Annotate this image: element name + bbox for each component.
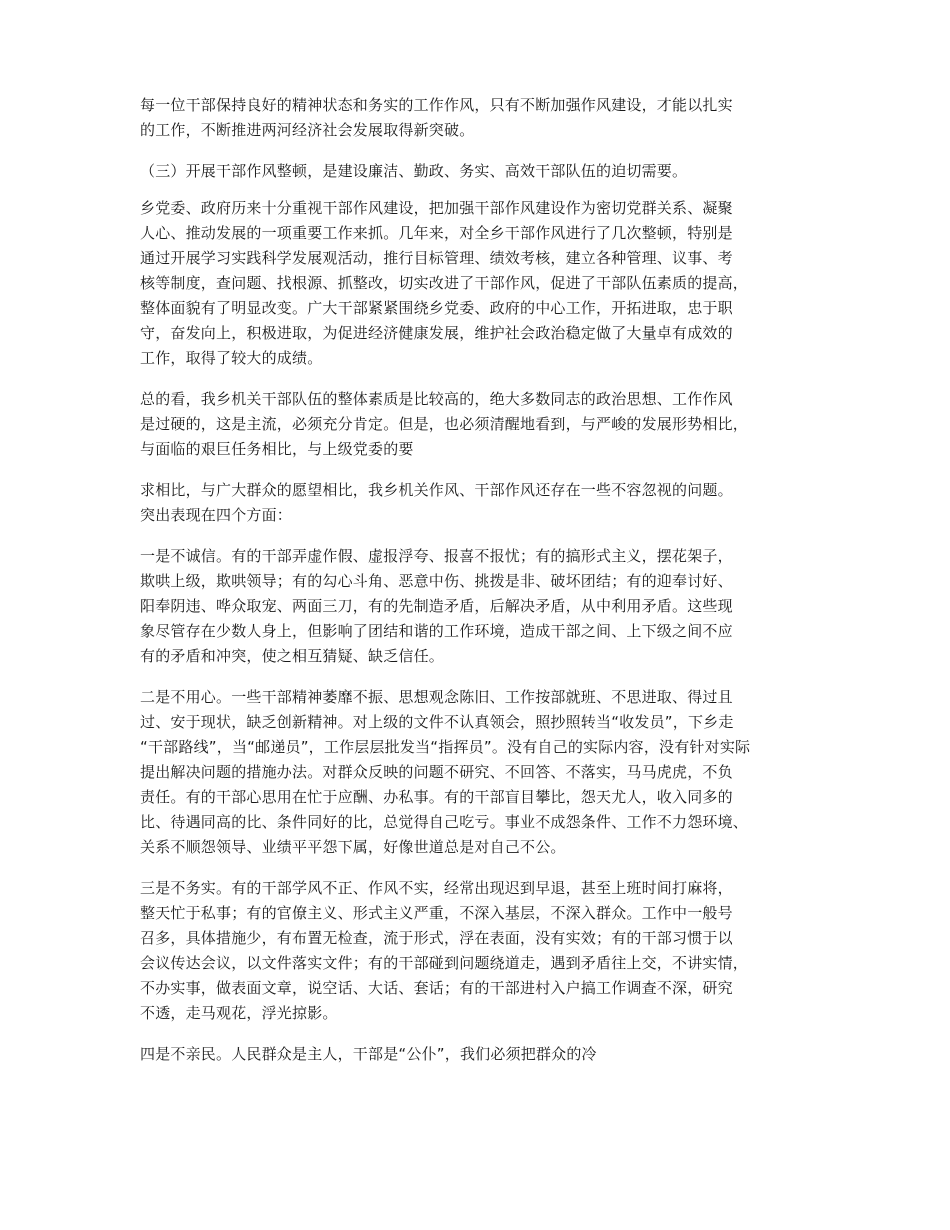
- paragraph-point-four: 四是不亲民。人民群众是主人，干部是“公仆”，我们必须把群众的冷: [140, 1045, 597, 1063]
- paragraph-point-one: 一是不诚信。有的干部弄虚作假、虚报浮夸、报喜不报忧；有的搞形式主义，摆花架子， 欺哄上级，欺哄领导；有的勾心斗角、恶意中伤、挑拨是非、破坏团结；有的迎奉讨好、 阳奉阴违、哗众取宠、两面三刀，有的先制造矛盾，后解决矛盾，从中利用矛盾。这些现 象尽管存在少数人身上，但影响了团结和谐的工作环境，造成干部之间、上下级之间不应 有的矛盾和冲突，使之相互猜疑、缺乏信任。: [140, 547, 733, 665]
- paragraph-overview: 总的看，我乡机关干部队伍的整体素质是比较高的，绝大多数同志的政治思想、工作作风 是过硬的，这是主流，必须充分肯定。但是，也必须清醒地看到，与严峻的发展形势相比， 与面临的艰巨任务相比，与上级党委的要: [140, 390, 749, 458]
- paragraph-point-two: 二是不用心。一些干部精神萎靡不振、思想观念陈旧、工作按部就班、不思进取、得过且 过、安于现状，缺乏创新精神。对上级的文件不认真领会，照抄照转当“收发员”，下乡走 “干部路线”，当“邮递员”，工作层层批发当“指挥员”。没有自己的实际内容，没有针对实际 提出解决问题的措施办法。对群众反映的问题不研究、不回答、不落实，马马虎虎，不负 责任。有的干部心思用在忙于应酬、办私事。有的干部盲目攀比，怨天尤人，收入同多的 比、待遇同高的比、条件同好的比，总觉得自己吃亏。事业不成怨条件、工作不力怨环境、 关系不顺怨领导、业绩平平怨下属，好像世道总是对自己不公。: [140, 688, 751, 856]
- paragraph-history: 乡党委、政府历来十分重视干部作风建设，把加强干部作风建设作为密切党群关系、凝聚 人心、推动发展的一项重要工作来抓。几年来，对全乡干部作风进行了几次整顿，特别是 通过开展学习实践科学发展观活动，推行目标管理、绩效考核，建立各种管理、议事、考 核等制度，查问题、找根源、抓整改，切实改进了干部作风，促进了干部队伍素质的提高， 整体面貌有了明显改变。广大干部紧紧围绕乡党委、政府的中心工作，开拓进取，忠于职 守，奋发向上，积极进取，为促进经济健康发展，维护社会政治稳定做了大量卓有成效的 工作，取得了较大的成绩。: [140, 199, 749, 367]
- paragraph-point-three: 三是不务实。有的干部学风不正、作风不实，经常出现迟到早退，甚至上班时间打麻将， 整天忙于私事；有的官僚主义、形式主义严重，不深入基层，不深入群众。工作中一般号 召多，具体措施少，有布置无检查，流于形式，浮在表面，没有实效；有的干部习惯于以 会议传达会议，以文件落实文件；有的干部碰到问题绕道走，遇到矛盾往上交，不讲实情， 不办实事，做表面文章，说空话、大话、套话；有的干部进村入户搞工作调查不深，研究 不透，走马观花，浮光掠影。: [140, 879, 749, 1022]
- document-page: [140, 93, 830, 1083]
- section-heading: （三）开展干部作风整顿，是建设廉洁、勤政、务实、高效干部队伍的迫切需要。: [140, 162, 688, 180]
- paragraph-intro: 每一位干部保持良好的精神状态和务实的工作作风，只有不断加强作风建设，才能以扎实 的工作，不断推进两河经济社会发展取得新突破。: [140, 96, 733, 139]
- paragraph-problems: 求相比，与广大群众的愿望相比，我乡机关作风、干部作风还存在一些不容忽视的问题。 突出表现在四个方面：: [140, 481, 733, 524]
